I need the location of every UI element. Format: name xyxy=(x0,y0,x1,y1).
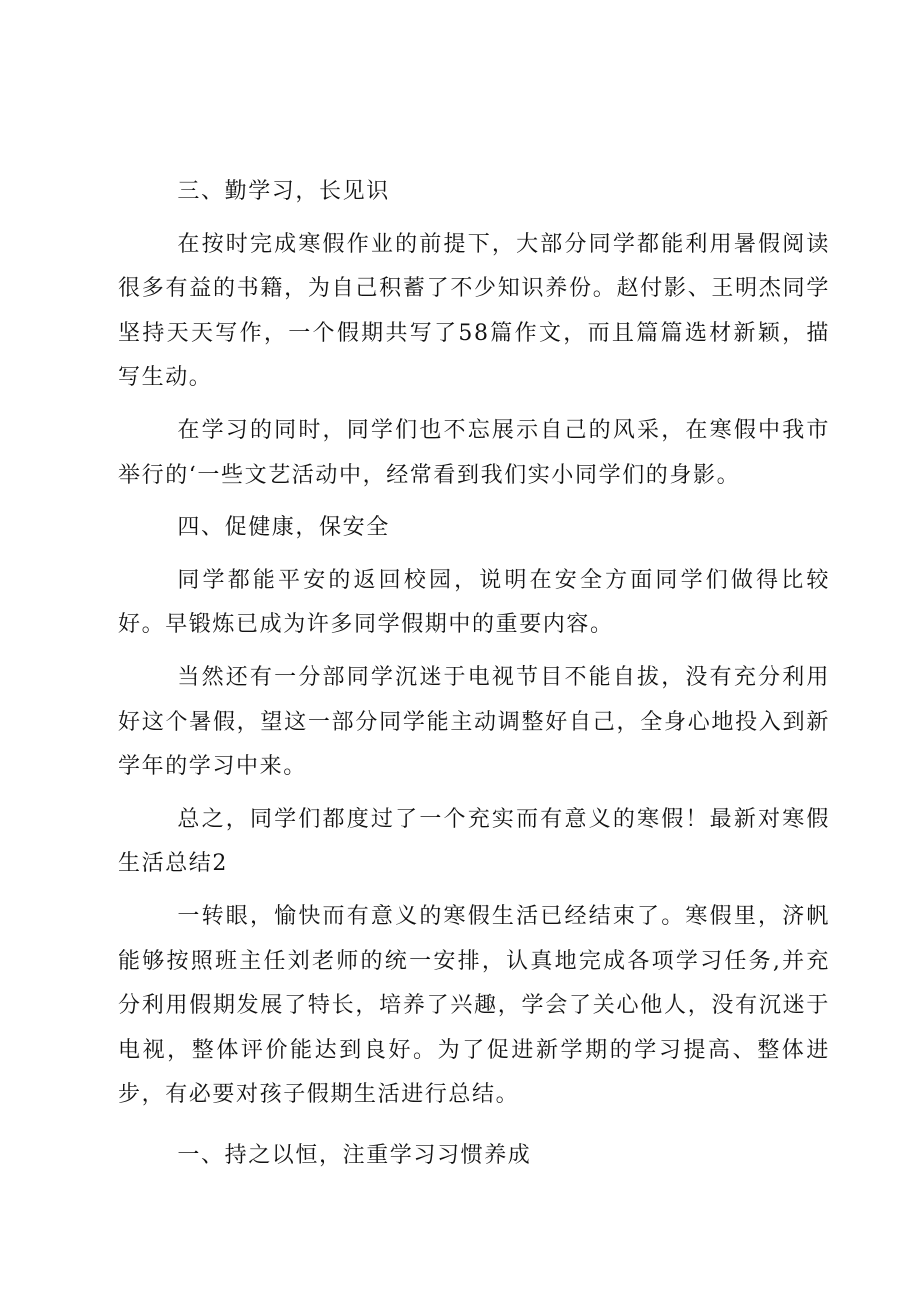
paragraph-arts-activities: 在学习的同时，同学们也不忘展示自己的风采，在寒假中我市举行的‘一些文艺活动中，经常看到我们实小同学们的身影。 xyxy=(118,417,830,488)
paragraph-reading-writing: 在按时完成寒假作业的前提下，大部分同学都能利用暑假阅读很多有益的书籍，为自己积蓄了不少知识养份。赵付影、王明杰同学坚持天天写作，一个假期共写了58篇作文，而且篇篇选材新颖，描写生动。 xyxy=(118,231,830,391)
section-heading-three: 三、勤学习，长见识 xyxy=(177,179,390,204)
section-heading-one: 一、持之以恒，注重学习习惯养成 xyxy=(177,1142,532,1168)
paragraph-summary-two: 一转眼，愉快而有意义的寒假生活已经结束了。寒假里，济帆能够按照班主任刘老师的统一安排，认真地完成各项学习任务,并充分利用假期发展了特长，培养了兴趣，学会了关心他人，没有沉迷于电视，整体评价能达到良好。为了促进新学期的学习提高、整体进步，有必要对孩子假期生活进行总结。 xyxy=(118,903,830,1108)
section-heading-four: 四、促健康，保安全 xyxy=(177,515,390,541)
paragraph-safety: 同学都能平安的返回校园，说明在安全方面同学们做得比较好。早锻炼已成为许多同学假期中的重要内容。 xyxy=(118,567,830,638)
document-body xyxy=(118,170,830,1178)
paragraph-conclusion: 总之，同学们都度过了一个充实而有意义的寒假！最新对寒假生活总结2 xyxy=(118,806,830,877)
paragraph-tv-addiction: 当然还有一分部同学沉迷于电视节目不能自拔，没有充分利用好这个暑假，望这一部分同学能主动调整好自己，全身心地投入到新学年的学习中来。 xyxy=(118,664,830,780)
